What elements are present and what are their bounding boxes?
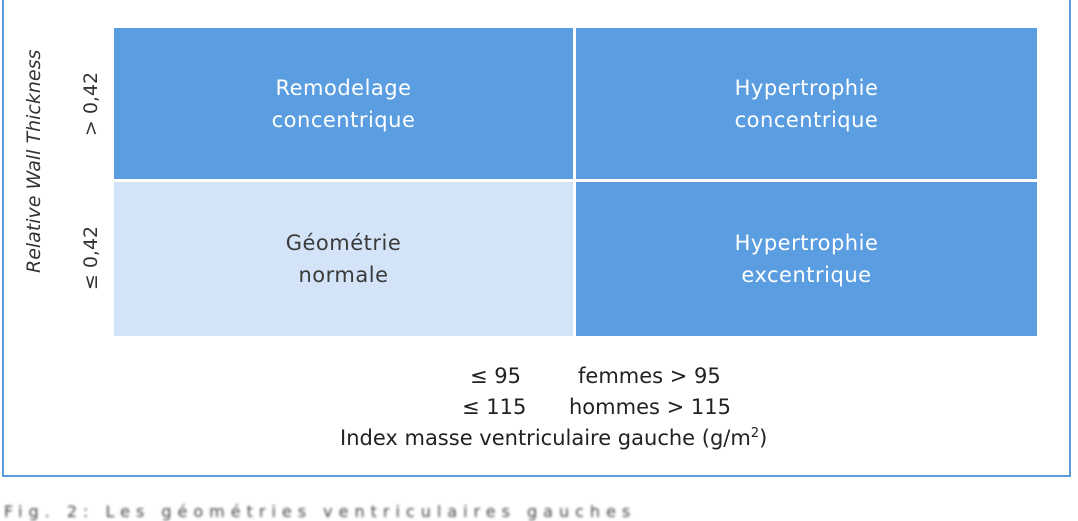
x-axis-title xyxy=(340,426,767,450)
x-men-low-threshold: ≤ 115 xyxy=(462,395,527,419)
cell-line: Géométrie xyxy=(285,231,402,255)
x-men-high-threshold: hommes > 115 xyxy=(569,395,731,419)
cell-line: excentrique xyxy=(741,263,872,287)
lv-geometry-grid xyxy=(114,28,1037,336)
y-axis-upper-label: > 0,42 xyxy=(80,71,102,137)
cell-line: concentrique xyxy=(271,107,416,132)
cell-eccentric-hypertrophy xyxy=(576,182,1037,336)
x-axis-title-superscript: 2 xyxy=(750,426,760,441)
x-women-low-threshold: ≤ 95 xyxy=(470,364,521,388)
cell-line: normale xyxy=(298,263,389,287)
x-axis-title-main: Index masse ventriculaire gauche (g/m xyxy=(340,426,751,450)
cell-line: concentrique xyxy=(734,107,879,132)
x-women-high-threshold: femmes > 95 xyxy=(578,364,721,388)
x-axis-title-end: ) xyxy=(759,426,768,450)
y-axis-lower-label: ≤ 0,42 xyxy=(80,225,102,291)
cell-line: Hypertrophie xyxy=(734,231,879,255)
cell-concentric-hypertrophy xyxy=(576,28,1037,179)
cell-concentric-remodeling xyxy=(114,28,573,179)
cell-line: Remodelage xyxy=(275,75,412,100)
y-axis-title: Relative Wall Thickness xyxy=(23,49,45,273)
cell-line: Hypertrophie xyxy=(734,75,879,100)
cell-normal-geometry xyxy=(114,182,573,336)
figure-caption: Fig. 2: Les géométries ventriculaires gauches xyxy=(4,502,637,521)
